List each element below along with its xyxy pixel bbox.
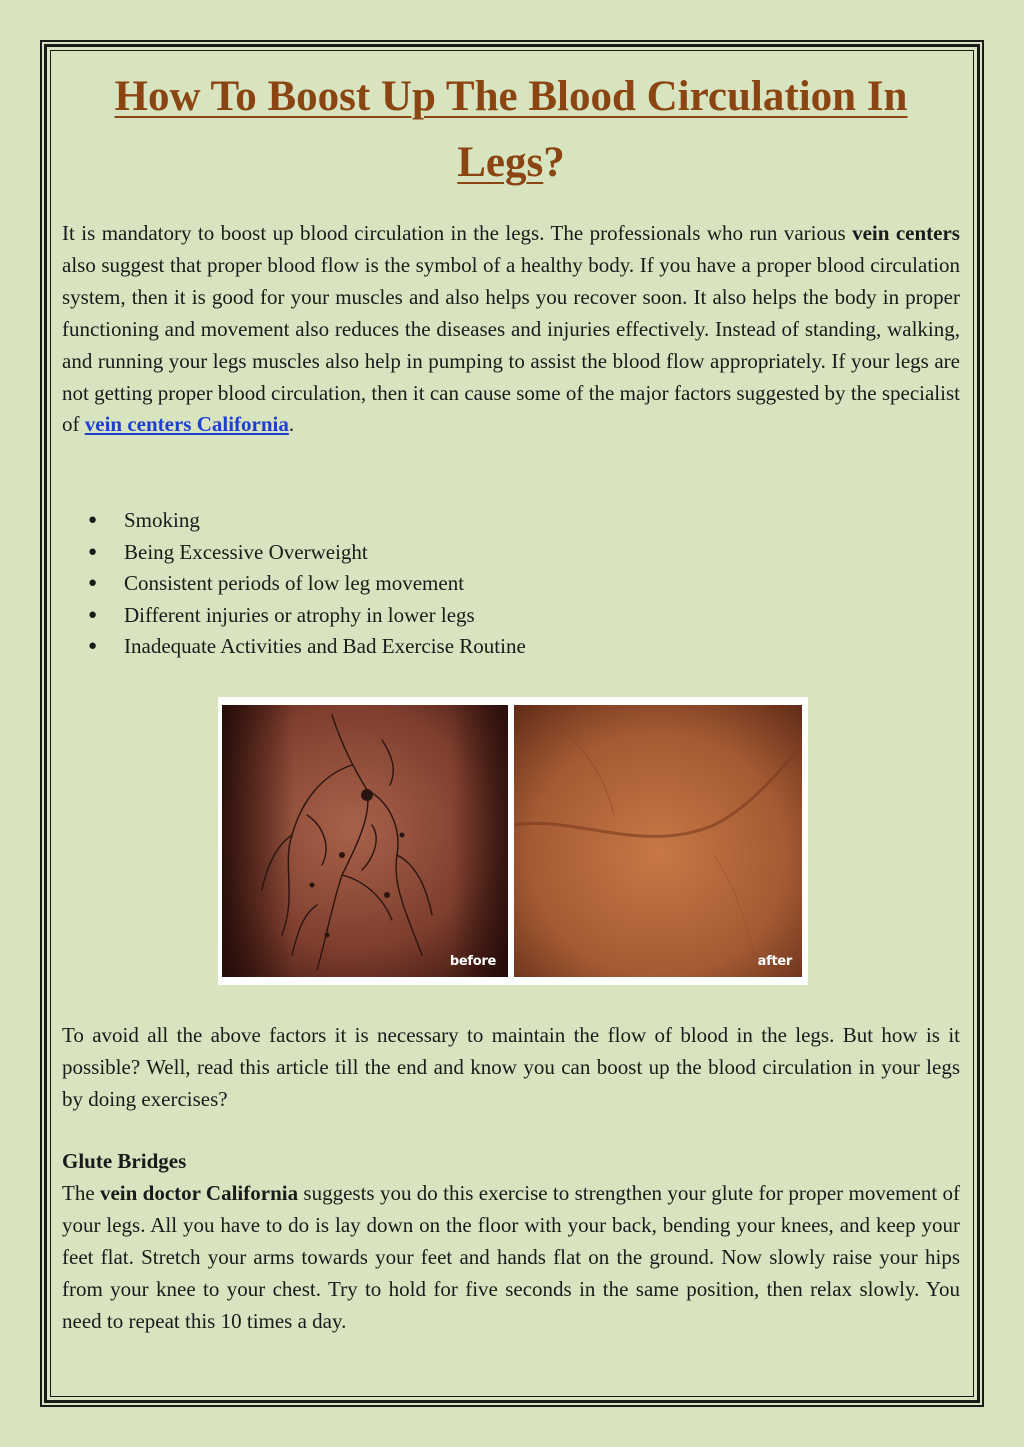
list-item bbox=[62, 505, 960, 537]
list-item-text: Inadequate Activities and Bad Exercise Routine bbox=[124, 634, 526, 659]
list-item bbox=[62, 631, 960, 663]
glute-text-1: The bbox=[62, 1180, 100, 1205]
intro-bold-vein-centers: vein centers bbox=[852, 221, 960, 245]
intro-text-2: also suggest that proper blood flow is the symbol of a healthy body. If you have a proper blood circulation system, then it is good for your muscles and also helps you recover soon. It also helps the body in proper functioning and movement also reduces the diseases and injuries effectively. Instead of standing, walking, and running your legs muscles also help in pumping to assist the blood flow appropriately. If your legs are not getting proper blood circulation, then it can cause some of the major factors suggested by the specialist of bbox=[62, 252, 960, 437]
after-leg-skin-illustration bbox=[514, 705, 802, 977]
before-photo bbox=[222, 705, 508, 977]
bullet-icon: ● bbox=[88, 512, 98, 528]
glute-bold-vein-doctor: vein doctor California bbox=[99, 1180, 299, 1205]
after-photo bbox=[514, 705, 802, 977]
list-item bbox=[62, 568, 960, 600]
bullet-icon: ● bbox=[88, 543, 98, 560]
intro-paragraph bbox=[62, 218, 960, 441]
list-item bbox=[62, 537, 960, 569]
page-title bbox=[62, 64, 960, 196]
list-item-text: Being Excessive Overweight bbox=[124, 539, 368, 564]
vein-centers-california-link[interactable]: vein centers California bbox=[84, 412, 289, 437]
before-leg-veins-illustration bbox=[222, 705, 508, 977]
intro-text-3: . bbox=[288, 412, 295, 437]
after-label: after bbox=[757, 954, 792, 969]
title-text-line-1: How To Boost Up The Blood Circulation In bbox=[114, 73, 908, 120]
title-question-mark: ? bbox=[543, 139, 565, 186]
bullet-icon: ● bbox=[88, 606, 98, 623]
bullet-icon: ● bbox=[88, 575, 98, 592]
before-label: before bbox=[449, 954, 496, 969]
glute-bridges-heading: Glute Bridges bbox=[62, 1149, 187, 1173]
list-item bbox=[62, 600, 960, 632]
before-after-image bbox=[218, 697, 808, 985]
list-item-text: Consistent periods of low leg movement bbox=[124, 571, 465, 596]
glute-text-2: suggests you do this exercise to strengthen your glute for proper movement of your legs. All you have to do is lay down on the floor with your back, bending your knees, and keep your feet flat. Stretch your arms towards your feet and hands flat on the ground. Now slowly raise your hips from your knee to your chest. Try to hold for five seconds in the same position, then relax slowly. You need to repeat this 10 times a day. bbox=[62, 1180, 960, 1333]
list-item-text: Smoking bbox=[124, 508, 200, 532]
factors-list bbox=[62, 505, 960, 663]
title-text-line-2: Legs bbox=[457, 139, 544, 186]
after-image-paragraph: To avoid all the above factors it is necessary to maintain the flow of blood in the legs. But how is it possible? Well, read this article till the end and know you can boost up the blood circulation in your legs by doing exercises? bbox=[62, 1023, 960, 1111]
glute-bridges-section bbox=[62, 1146, 960, 1337]
list-item-text: Different injuries or atrophy in lower legs bbox=[124, 602, 475, 627]
intro-text-1: It is mandatory to boost up blood circulation in the legs. The professionals who run various bbox=[62, 221, 853, 245]
bullet-icon: ● bbox=[88, 638, 98, 655]
